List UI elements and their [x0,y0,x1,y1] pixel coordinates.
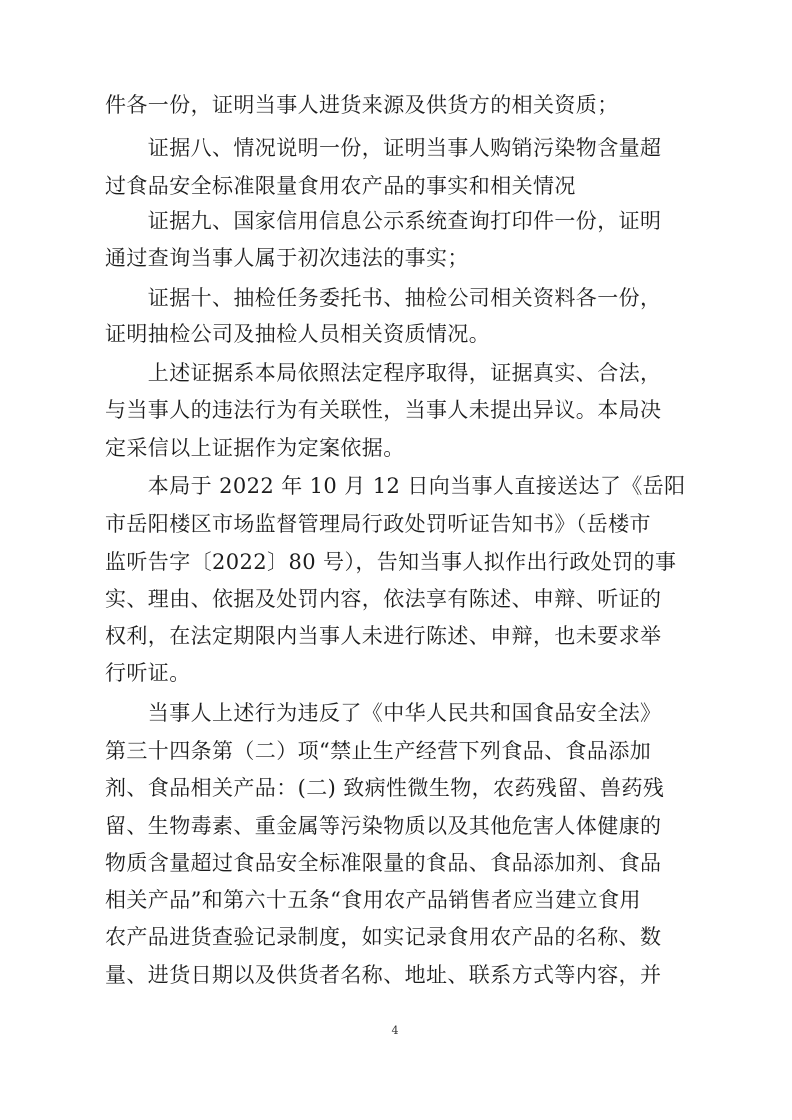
text-line-10: 定采信以上证据作为定案依据。 [105,436,405,460]
text-line-12: 市岳阳楼区市场监督管理局行政处罚听证告知书》（岳楼市 [105,512,651,536]
text-line-3: 过食品安全标准限量食用农产品的事实和相关情况 [105,174,576,198]
text-line-14: 实、理由、依据及处罚内容，依法享有陈述、申辩、听证的 [105,587,662,611]
text-line-7: 证明抽检公司及抽检人员相关资质情况。 [105,322,491,346]
text-line-2: 证据八、情况说明一份，证明当事人购销污染物含量超 [105,136,662,160]
text-line-20: 留、生物毒素、重金属等污染物质以及其他危害人体健康的 [105,814,662,838]
text-line-24: 量、进货日期以及供货者名称、地址、联系方式等内容，并 [105,963,662,987]
text-line-5: 通过查询当事人属于初次违法的事实； [105,246,469,270]
text-line-19: 剂、食品相关产品：(二) 致病性微生物，农药残留、兽药残 [105,776,665,800]
text-line-22: 相关产品”和第六十五条“食用农产品销售者应当建立食用 [105,888,641,912]
text-line-23: 农产品进货查验记录制度，如实记录食用农产品的名称、数 [105,925,662,949]
text-line-9: 与当事人的违法行为有关联性，当事人未提出异议。本局决 [105,398,662,422]
text-line-16: 行听证。 [105,661,191,685]
text-line-4: 证据九、国家信用信息公示系统查询打印件一份，证明 [105,209,662,233]
text-line-15: 权利，在法定期限内当事人未进行陈述、申辩，也未要求举 [105,624,662,648]
text-line-13: 监听告字〔2022〕80 号），告知当事人拟作出行政处罚的事 [105,550,677,574]
text-line-21: 物质含量超过食品安全标准限量的食品、食品添加剂、食品 [105,851,662,875]
text-line-8: 上述证据系本局依照法定程序取得，证据真实、合法， [105,361,662,385]
text-line-6: 证据十、抽检任务委托书、抽检公司相关资料各一份， [105,286,662,310]
text-line-1: 件各一份，证明当事人进货来源及供货方的相关资质； [105,93,619,117]
text-line-18: 第三十四条第（二）项“禁止生产经营下列食品、食品添加 [105,739,652,763]
page-number: 4 [391,1024,399,1037]
text-line-11: 本局于 2022 年 10 月 12 日向当事人直接送达了《岳阳 [105,474,686,498]
text-line-17: 当事人上述行为违反了《中华人民共和国食品安全法》 [105,701,662,725]
